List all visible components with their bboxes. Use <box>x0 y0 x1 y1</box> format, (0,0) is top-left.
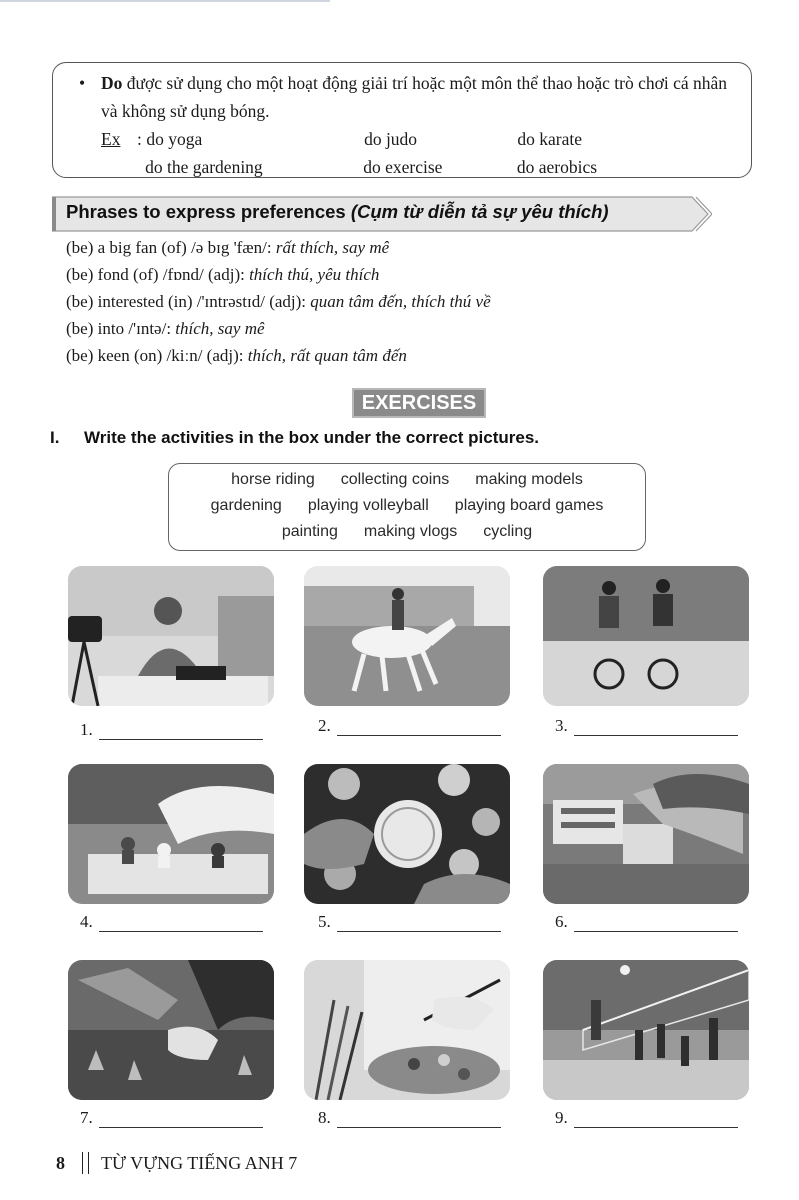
note-keyword: Do <box>101 73 123 93</box>
task-text: Write the activities in the box under the correct pictures. <box>84 428 540 447</box>
answer-4[interactable]: 4. <box>80 912 263 932</box>
note-text <box>73 69 735 125</box>
answer-blank[interactable] <box>99 725 263 740</box>
task-number: I. <box>50 428 60 447</box>
answer-blank[interactable] <box>99 917 263 932</box>
answer-blank[interactable] <box>574 1113 738 1128</box>
answer-8[interactable]: 8. <box>318 1108 501 1128</box>
book-title: TỪ VỰNG TIẾNG ANH 7 <box>101 1152 298 1173</box>
answer-blank[interactable] <box>574 721 738 736</box>
heading-title: Phrases to express preferences <box>66 201 346 222</box>
word-option: playing volleyball <box>307 497 429 514</box>
note-body: được sử dụng cho một hoạt động giải trí hoặc một môn thể thao hoặc trò chơi cá nhân và không sử dụng bóng. <box>101 73 728 121</box>
answer-5[interactable]: 5. <box>318 912 501 932</box>
picture-painting <box>304 960 510 1100</box>
word-option: cycling <box>483 523 533 540</box>
phrase-item: (be) a big fan (of) /ə bɪg 'fæn/: rất thích, say mê <box>66 238 390 257</box>
page-footer <box>56 1152 297 1174</box>
word-option: painting <box>281 523 338 540</box>
answer-6[interactable]: 6. <box>555 912 738 932</box>
example-item: do exercise <box>363 157 443 177</box>
phrase-item: (be) keen (on) /kiːn/ (adj): thích, rất quan tâm đến <box>66 346 407 365</box>
answer-blank[interactable] <box>337 917 501 932</box>
phrase-item: (be) fond (of) /fɒnd/ (adj): thích thú, yêu thích <box>66 265 380 284</box>
grammar-note-box <box>52 62 752 178</box>
word-option: horse riding <box>231 471 315 488</box>
page-number: 8 <box>56 1152 65 1173</box>
example-row-2 <box>73 153 735 181</box>
picture-volleyball <box>543 960 749 1100</box>
phrase-list <box>66 234 491 369</box>
heading-title-vi: (Cụm từ diễn tả sự yêu thích) <box>350 201 609 222</box>
picture-coins <box>304 764 510 904</box>
picture-vlogging <box>68 566 274 706</box>
answer-3[interactable]: 3. <box>555 716 738 736</box>
answer-blank[interactable] <box>574 917 738 932</box>
picture-board-games <box>68 764 274 904</box>
phrase-item: (be) interested (in) /'ɪntrəstɪd/ (adj): quan tâm đến, thích thú về <box>66 292 491 311</box>
phrase-item: (be) into /'ɪntə/: thích, say mê <box>66 319 265 338</box>
answer-1[interactable]: 1. <box>80 720 263 740</box>
word-box <box>168 463 646 551</box>
answer-blank[interactable] <box>99 1113 263 1128</box>
example-label: Ex <box>101 129 121 149</box>
word-option: making vlogs <box>363 523 458 540</box>
picture-horse-riding <box>304 566 510 706</box>
answer-9[interactable]: 9. <box>555 1108 738 1128</box>
example-colon: : <box>136 129 142 149</box>
phrases-heading <box>52 195 712 233</box>
word-option: gardening <box>210 497 282 514</box>
answer-blank[interactable] <box>337 721 501 736</box>
example-item: do karate <box>517 129 582 149</box>
word-option: playing board games <box>454 497 604 514</box>
word-option: making models <box>475 471 583 488</box>
answer-7[interactable]: 7. <box>80 1108 263 1128</box>
picture-making-models <box>543 764 749 904</box>
word-option: collecting coins <box>340 471 450 488</box>
example-row-1 <box>73 125 735 153</box>
example-item: do the gardening <box>145 157 263 177</box>
answer-blank[interactable] <box>337 1113 501 1128</box>
picture-gardening <box>68 960 274 1100</box>
task-instruction <box>50 428 539 448</box>
bullet-icon: • <box>79 73 86 93</box>
example-item: do judo <box>364 129 418 149</box>
example-item: do yoga <box>146 129 203 149</box>
top-rule <box>0 0 330 2</box>
answer-2[interactable]: 2. <box>318 716 501 736</box>
picture-cycling <box>543 566 749 706</box>
example-item: do aerobics <box>516 157 598 177</box>
footer-divider <box>82 1152 89 1174</box>
exercises-banner: EXERCISES <box>352 388 486 418</box>
